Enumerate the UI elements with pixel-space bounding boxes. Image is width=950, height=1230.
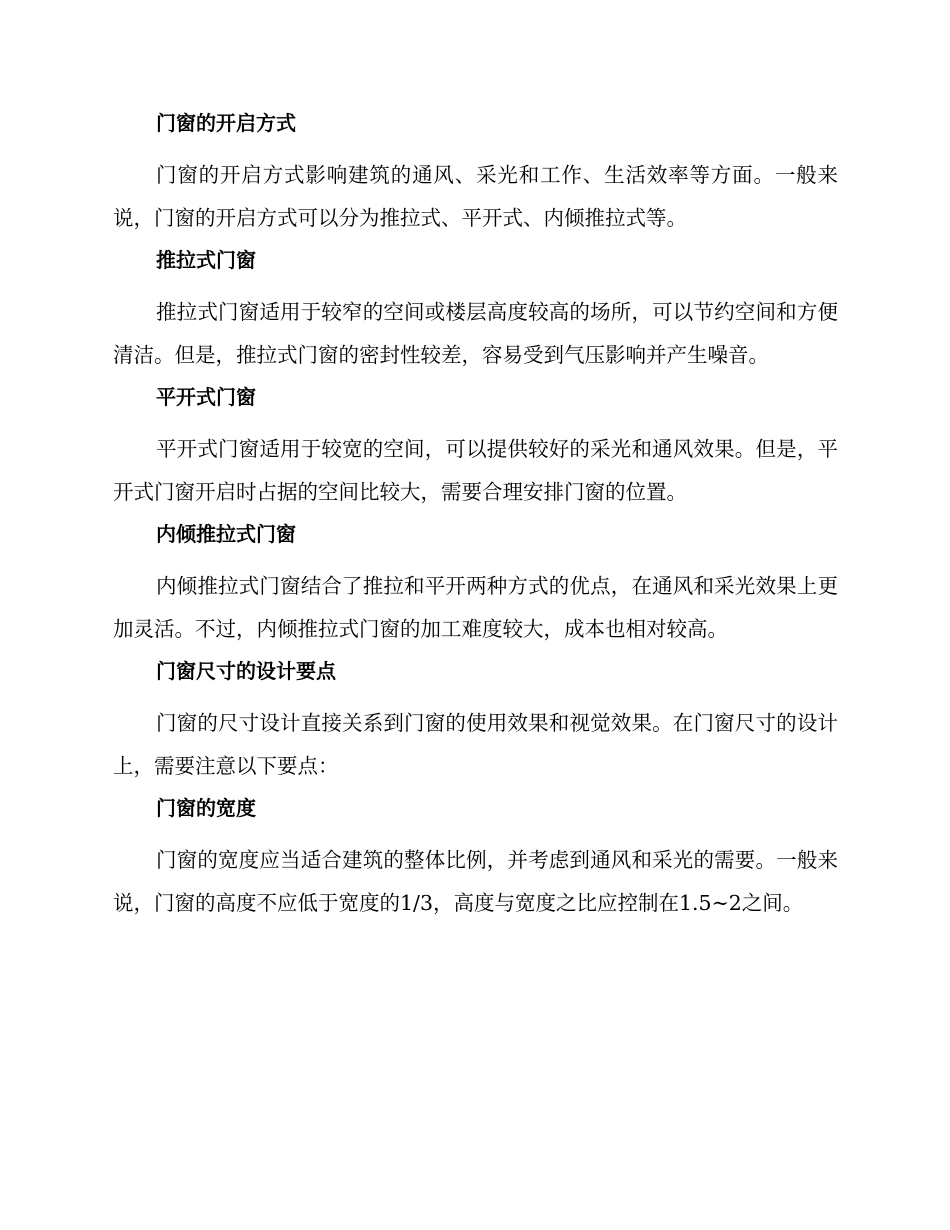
section-size-design (113, 656, 838, 788)
section-sliding-window (113, 245, 838, 377)
section-opening-methods (113, 108, 838, 240)
section-paragraph: 门窗的尺寸设计直接关系到门窗的使用效果和视觉效果。在门窗尺寸的设计上，需要注意以下要点： (113, 711, 838, 778)
section-heading: 门窗的开启方式 (156, 111, 296, 135)
section-casement-window (113, 382, 838, 514)
section-paragraph: 门窗的宽度应当适合建筑的整体比例，并考虑到通风和采光的需要。一般来说，门窗的高度不应低于宽度的1/3，高度与宽度之比应控制在1.5~2之间。 (113, 848, 838, 915)
section-heading: 推拉式门窗 (156, 248, 256, 272)
section-paragraph: 推拉式门窗适用于较窄的空间或楼层高度较高的场所，可以节约空间和方便清洁。但是，推拉式门窗的密封性较差，容易受到气压影响并产生噪音。 (113, 300, 838, 367)
section-heading: 平开式门窗 (156, 385, 256, 409)
section-paragraph: 平开式门窗适用于较宽的空间，可以提供较好的采光和通风效果。但是，平开式门窗开启时占据的空间比较大，需要合理安排门窗的位置。 (113, 437, 838, 504)
section-tilt-sliding-window (113, 519, 838, 651)
section-heading: 门窗的宽度 (156, 796, 256, 820)
section-heading: 门窗尺寸的设计要点 (156, 659, 336, 683)
document-page (113, 108, 838, 930)
section-paragraph: 内倾推拉式门窗结合了推拉和平开两种方式的优点，在通风和采光效果上更加灵活。不过，内倾推拉式门窗的加工难度较大，成本也相对较高。 (113, 574, 838, 641)
section-heading: 内倾推拉式门窗 (156, 522, 296, 546)
section-paragraph: 门窗的开启方式影响建筑的通风、采光和工作、生活效率等方面。一般来说，门窗的开启方式可以分为推拉式、平开式、内倾推拉式等。 (113, 163, 838, 230)
section-window-width (113, 793, 838, 925)
